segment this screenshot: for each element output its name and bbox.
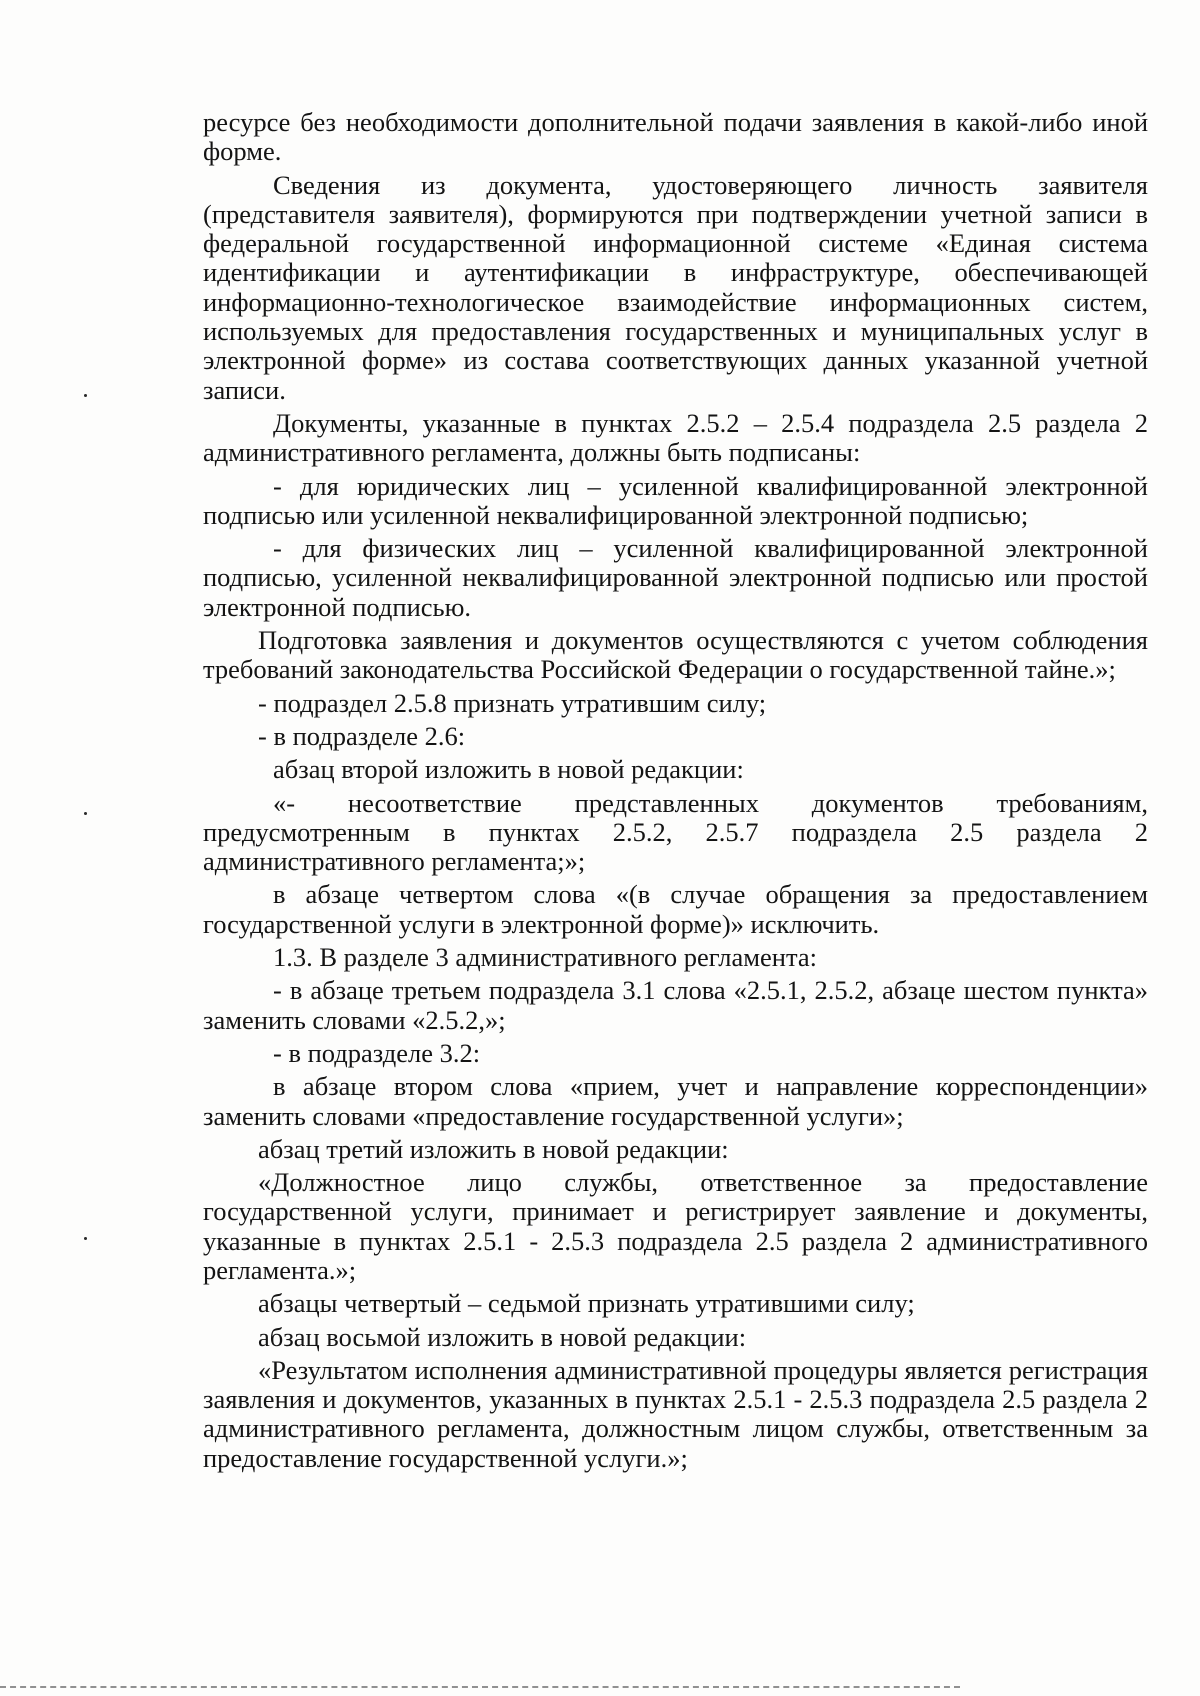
paragraph: в абзаце втором слова «прием, учет и направление корреспонденции» заменить словами «предоставление государственной услуги»;	[203, 1071, 1148, 1131]
paragraph: Документы, указанные в пунктах 2.5.2 – 2.5.4 подраздела 2.5 раздела 2 административного регламента, должны быть подписаны:	[203, 407, 1148, 468]
document-body	[203, 108, 1148, 1477]
paragraph: абзацы четвертый – седьмой признать утратившими силу;	[258, 1288, 915, 1319]
quoted-paragraph: «- несоответствие представленных документов требованиям, предусмотренным в пунктах 2.5.2, 2.5.7 подраздела 2.5 раздела 2 административного регламента;»;	[203, 787, 1148, 877]
paragraph: абзац второй изложить в новой редакции:	[273, 754, 744, 785]
scan-edge-dashes	[0, 1686, 960, 1690]
list-item: - для физических лиц – усиленной квалифицированной электронной подписью, усиленной неквалифицированной электронной подписью или простой электронной подписью.	[203, 533, 1148, 622]
margin-dot	[84, 394, 87, 397]
paragraph: Сведения из документа, удостоверяющего личность заявителя (представителя заявителя), формируются при подтверждении учетной записи в федеральной государственной информационной системе «Единая система идентификации и аутентификации в инфраструктуре, обеспечивающей информационно-технологическое взаимодействие информационных систем, используемых для предоставления государственных и муниципальных услуг в электронной форме» из состава соответствующих данных указанной учетной записи.	[203, 169, 1148, 405]
paragraph: ресурсе без необходимости дополнительной подачи заявления в какой-либо иной форме.	[203, 107, 1148, 167]
paragraph: абзац восьмой изложить в новой редакции:	[258, 1321, 747, 1352]
list-item: - подраздел 2.5.8 признать утратившим силу;	[258, 687, 767, 718]
paragraph: в абзаце четвертом слова «(в случае обращения за предоставлением государственной услуги в электронной форме)» исключить.	[203, 879, 1148, 939]
section-heading: 1.3. В разделе 3 административного регламента:	[273, 942, 818, 973]
margin-dot	[84, 812, 87, 815]
list-item: - в абзаце третьем подраздела 3.1 слова «2.5.1, 2.5.2, абзаце шестом пункта» заменить словами «2.5.2,»;	[203, 975, 1148, 1035]
margin-dot	[84, 1237, 87, 1240]
list-item: - для юридических лиц – усиленной квалифицированной электронной подписью или усиленной неквалифицированной электронной подписью;	[203, 470, 1148, 530]
paragraph: абзац третий изложить в новой редакции:	[258, 1133, 729, 1164]
list-item: - в подразделе 3.2:	[273, 1037, 481, 1068]
quoted-paragraph: «Должностное лицо службы, ответственное за предоставление государственной услуги, принимает и регистрирует заявление и документы, указанные в пунктах 2.5.1 - 2.5.3 подраздела 2.5 раздела 2 административного регламента.»;	[203, 1167, 1148, 1285]
quoted-paragraph: «Результатом исполнения административной процедуры является регистрация заявления и документов, указанных в пунктах 2.5.1 - 2.5.3 подраздела 2.5 раздела 2 административного регламента, должностным лицом службы, ответственным за предоставление государственной услуги.»;	[203, 1354, 1148, 1473]
paragraph: Подготовка заявления и документов осуществляются с учетом соблюдения требований законодательства Российской Федерации о государственной тайне.»;	[203, 625, 1148, 685]
list-item: - в подразделе 2.6:	[258, 720, 466, 751]
